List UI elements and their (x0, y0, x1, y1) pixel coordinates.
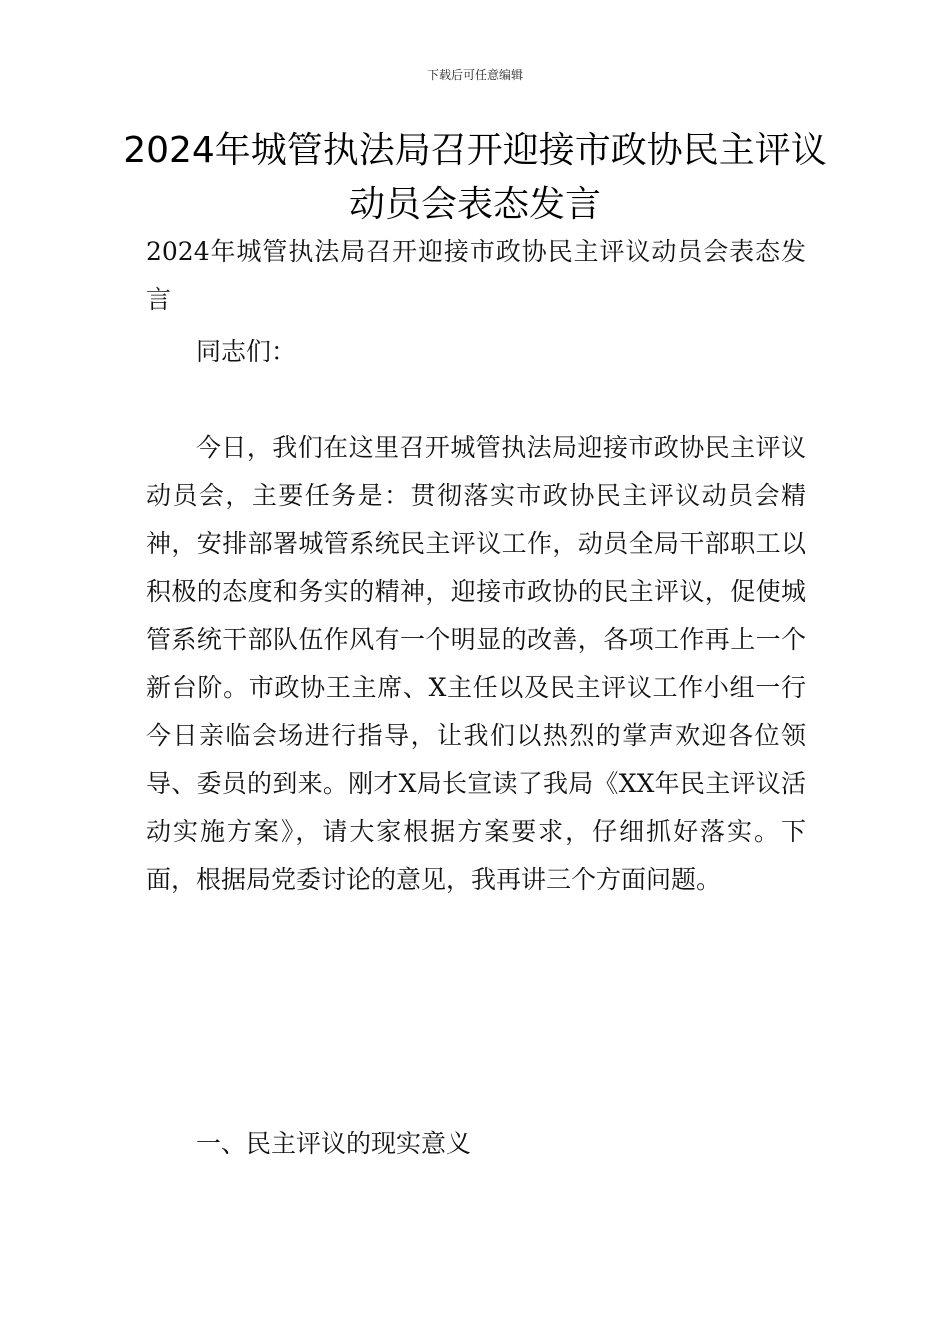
section-heading: 一、民主评议的现实意义 (196, 1129, 472, 1158)
subtitle-line: 2024年城管执法局召开迎接市政协民主评议动员会表态发言 (146, 237, 806, 314)
greeting: 同志们： (196, 337, 297, 366)
body-paragraph: 今日，我们在这里召开城管执法局迎接市政协民主评议动员会，主要任务是：贯彻落实市政协民主评议动员会精神，安排部署城管系统民主评议工作，动员全局干部职工以积极的态度和务实的精神，迎接市政协的民主评议，促使城管系统干部队伍作风有一个明显的改善，各项工作再上一个新台阶。市政协王主席、X主任以及民主评议工作小组一行今日亲临会场进行指导，让我们以热烈的掌声欢迎各位领导、委员的到来。刚才X局长宣读了我局《XX年民主评议活动实施方案》，请大家根据方案要求，仔细抓好落实。下面，根据局党委讨论的意见，我再讲三个方面问题。 (146, 433, 806, 894)
document-title: 2024年城管执法局召开迎接市政协民主评议动员会表态发言 (123, 130, 827, 225)
header-note: 下载后可任意编辑 (426, 68, 523, 82)
